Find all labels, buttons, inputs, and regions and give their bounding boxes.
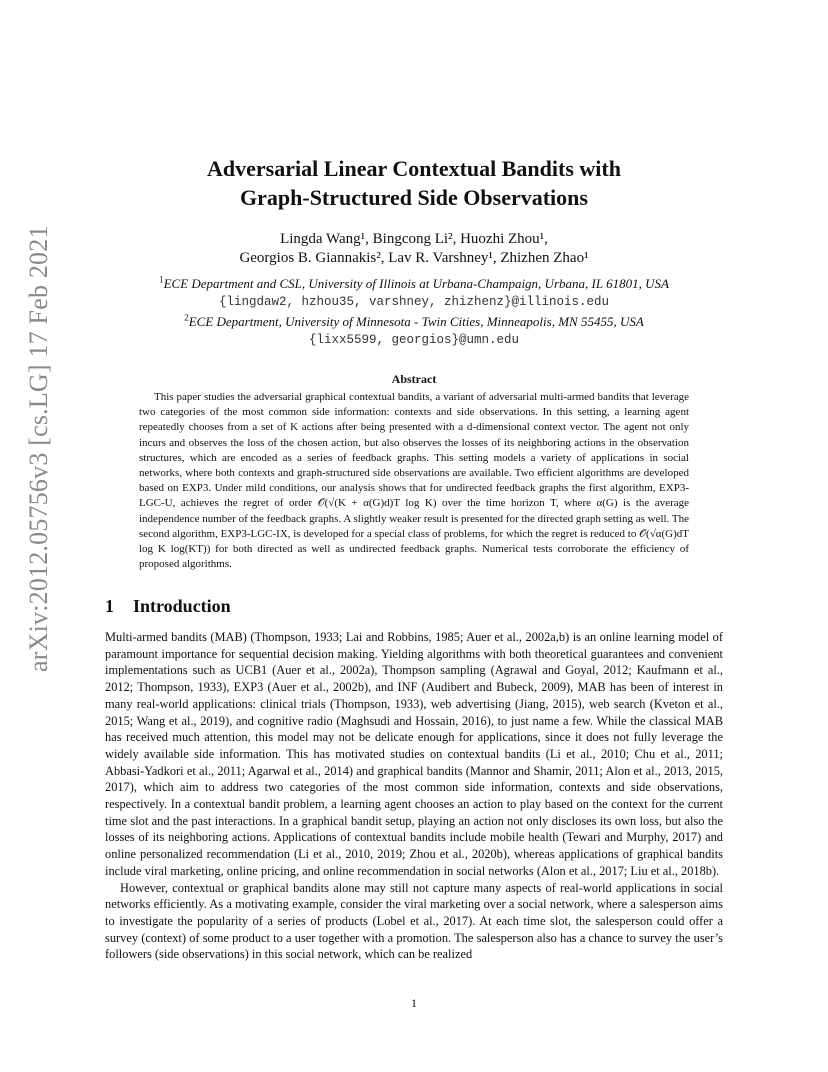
author-list [0, 230, 828, 268]
abstract-heading: Abstract [391, 372, 437, 386]
email-1: {lingdaw2, hzhou35, varshney, zhizhenz}@illinois.edu [218, 295, 610, 309]
abstract-text: This paper studies the adversarial graphical contextual bandits, a variant of adversarial multi-armed bandits that leverage two categories of the most common side information: contexts and side observations. In this setting, a learning agent repeatedly chooses from a set of K actions after being presented with a d-dimensional context vector. The agent not only incurs and observes the loss of the chosen action, but also observes the losses of its neighboring actions in the observation structures, which are encoded as a series of feedback graphs. This setting models a variety of applications in social networks, where both contexts and graph-structured side observations are available. Two efficient algorithms are developed based on EXP3. Under mild conditions, our analysis shows that for undirected feedback graphs the first algorithm, EXP3-LGC-U, achieves the regret of order 𝒪(√(K + α(G)d)T log K) over the time horizon T, where α(G) is the average independence number of the feedback graphs. A slightly weaker result is presented for the directed graph setting as well. The second algorithm, EXP3-LGC-IX, is developed for a special class of problems, for which the regret is reduced to 𝒪(√α(G)dT log K log(KT)) for both directed as well as undirected feedback graphs. Numerical tests corroborate the efficiency of proposed algorithms. [139, 391, 689, 571]
page-number: 1 [411, 996, 417, 1010]
authors-line-2: Georgios B. Giannakis², Lav R. Varshney¹, Zhizhen Zhao¹ [239, 250, 589, 266]
abstract-body [139, 390, 689, 572]
authors-line-1: Lingda Wang¹, Bingcong Li², Huozhi Zhou¹, [280, 231, 548, 247]
affiliation-1: $^1$ECE Department and CSL, University of Illinois at Urbana-Champaign, Urbana, IL 61801, USA [159, 274, 669, 291]
affiliation-2: $^2$ECE Department, University of Minnesota - Twin Cities, Minneapolis, MN 55455, USA [184, 312, 644, 329]
title-line-1: Adversarial Linear Contextual Bandits with [207, 156, 621, 181]
affiliations [0, 274, 828, 350]
title-line-2: Graph-Structured Side Observations [240, 185, 588, 210]
paper-title [0, 154, 828, 212]
email-2: {lixx5599, georgios}@umn.edu [308, 333, 520, 347]
introduction-body [105, 629, 723, 963]
section-title: Introduction [133, 596, 231, 616]
paragraph-1: Multi-armed bandits (MAB) (Thompson, 1933; Lai and Robbins, 1985; Auer et al., 2002a,b) is an online learning model of paramount importance for sequential decision making. Yielding algorithms with both theoretical guarantees and convenient implementations such as UCB1 (Auer et al., 2002a), Thompson sampling (Agrawal and Goyal, 2012; Kaufmann et al., 2012; Thompson, 1933), EXP3 (Auer et al., 2002b), and INF (Audibert and Bubeck, 2009), MAB has been of interest in many real-world applications: clinical trials (Thompson, 1933), web advertising (Jiang, 2015), web search (Kveton et al., 2015; Wang et al., 2019), and cognitive radio (Maghsudi and Hossain, 2016), to just name a few. While the classical MAB has received much attention, this model may not be delicate enough for applications, since it does not fully leverage the widely available side information. This has motivated studies on contextual bandits (Li et al., 2010; Chu et al., 2011; Abbasi-Yadkori et al., 2011; Agarwal et al., 2014) and graphical bandits (Mannor and Shamir, 2011; Alon et al., 2013, 2015, 2017), which aim to address two categories of the most common side information, contexts and side observations, respectively. In a contextual bandit problem, a learning agent chooses an action to play based on the context for the current time slot and the past interactions. In a graphical bandit setup, playing an action not only discloses its own loss, but also the losses of its neighboring actions. Applications of contextual bandits include mobile health (Tewari and Murphy, 2017) and online personalized recommendation (Li et al., 2010, 2019; Zhou et al., 2020b), whereas applications of graphical bandits include viral marketing, online pricing, and online recommendation in social networks (Alon et al., 2017; Liu et al., 2018b). [105, 630, 723, 878]
section-number: 1 [105, 596, 114, 616]
arxiv-identifier: arXiv:2012.05756v3 [cs.LG] 17 Feb 2021 [24, 225, 53, 672]
paragraph-2: However, contextual or graphical bandits alone may still not capture many aspects of real-world applications in social networks efficiently. As a motivating example, consider the viral marketing over a social network, where a salesperson aims to investigate the popularity of a series of products (Lobel et al., 2017). At each time slot, the salesperson could offer a survey (context) of some product to a user together with a promotion. The salesperson also has a chance to survey the user’s followers (side observations) in this social network, which can be realized [105, 880, 723, 962]
section-heading [105, 596, 231, 617]
